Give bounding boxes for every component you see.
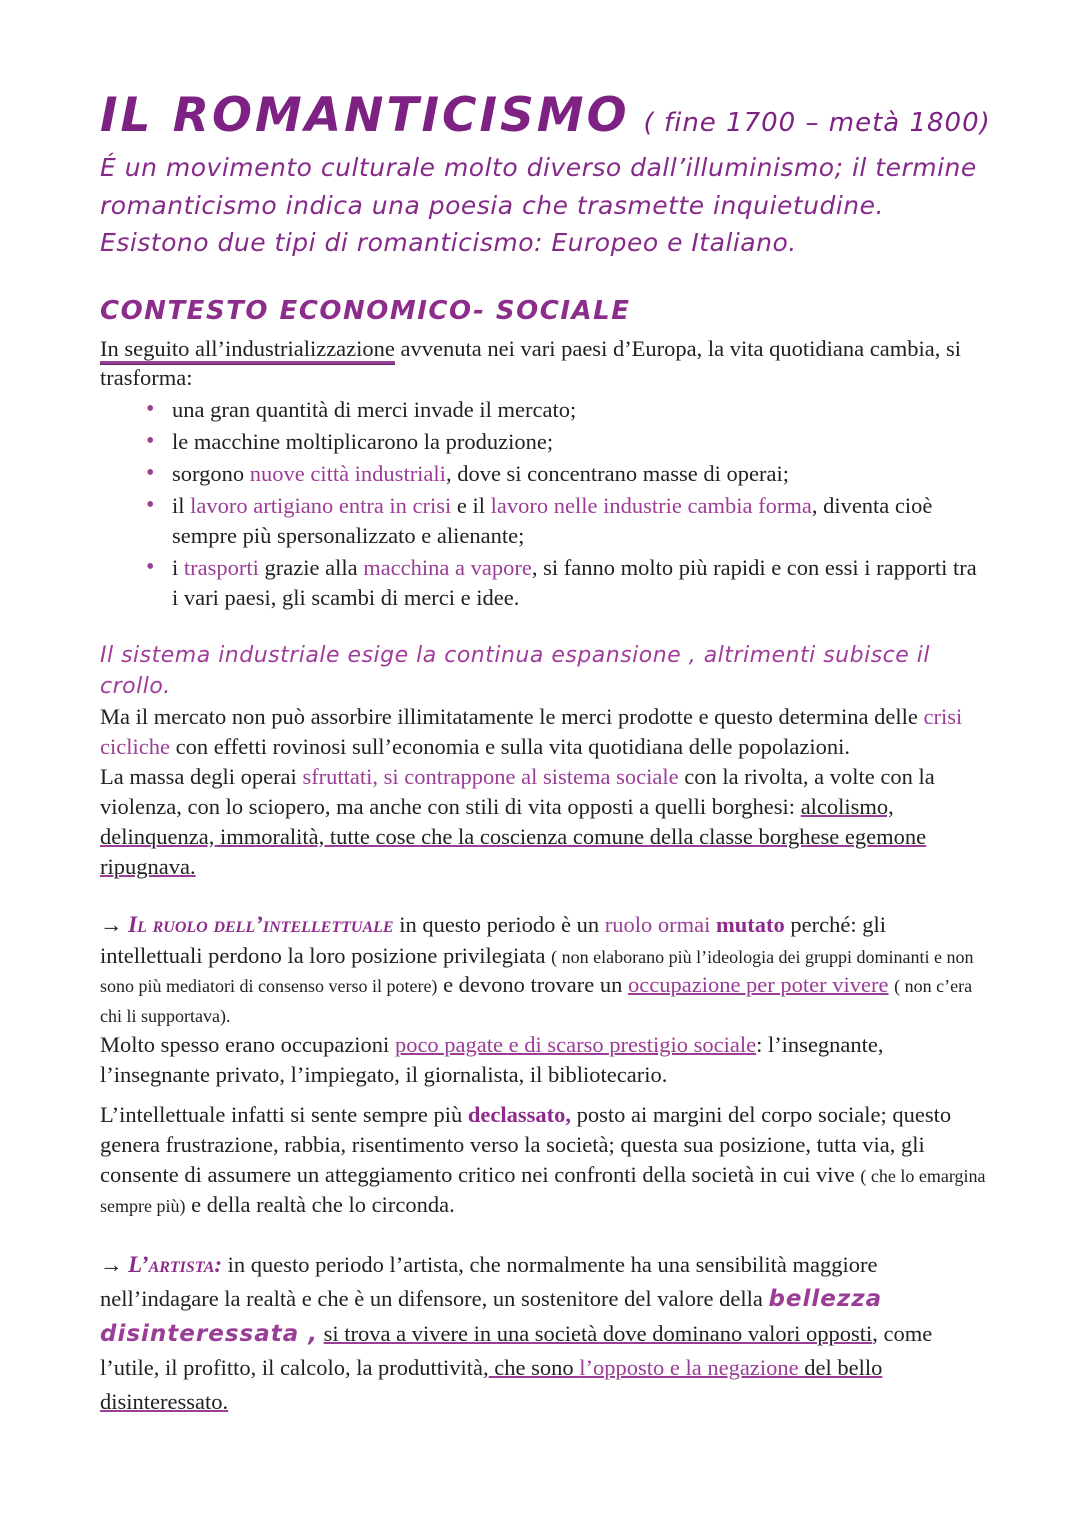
handwritten-note: Il sistema industriale esige la continua espansione , altrimenti subisce il crollo. — [100, 642, 931, 699]
paragraph-industrializzazione: In seguito all’industrializzazione avvenuta nei vari paesi d’Europa, la vita quotidiana cambia, si trasforma: — [100, 335, 961, 391]
bullet-item: • il lavoro artigiano entra in crisi e il lavoro nelle industrie cambia forma, diventa cioè sempre più spersonalizzato e alienante; — [146, 491, 988, 551]
bullet-item: • una gran quantità di merci invade il mercato; — [146, 395, 988, 425]
page-title-text: IL ROMANTICISMO — [100, 88, 630, 143]
paragraph-artista: → L’artista: in questo periodo l’artista, che normalmente ha una sensibilità maggiore nell’indagare la realtà e che è un difensore, un sostenitore del valore della bellezza disinteressata , si trova a vivere in una società dove dominano valori opposti, come l’utile, il profitto, il calcolo, la produttività, che sono l’opposto e la negazione del bello disinteressato. — [100, 1251, 933, 1415]
bullet-item: • sorgono nuove città industriali, dove si concentrano masse di operai; — [146, 459, 988, 489]
paragraph-declassato: L’intellettuale infatti si sente sempre più declassato, posto ai margini del corpo sociale; questo genera frustrazione, rabbia, risentimento verso la società; questa sua posizione, tutta via, gli consente di assumere un atteggiamento critico nei confronti della società in cui vive ( che lo emargina sempre più) e della realtà che lo circonda. — [100, 1102, 986, 1217]
bullet-item: • le macchine moltiplicarono la produzione; — [146, 427, 988, 457]
page-title-dates: ( fine 1700 – metà 1800) — [643, 108, 991, 138]
bullet-list — [100, 395, 988, 612]
paragraph-ruolo-intellettuale: → Il ruolo dell’intellettuale in questo periodo è un ruolo ormai mutato perché: gli intellettuali perdono la loro posizione privilegiata ( non elaborano più l’ideologia dei gruppi dominanti e non sono più mediatori di consenso verso il potere) e devono trovare un occupazione per poter vivere ( non c’era chi li supportava). — [100, 911, 974, 1027]
section-heading-contesto: CONTESTO ECONOMICO- SOCIALE — [100, 295, 631, 326]
paragraph-occupazioni: Molto spesso erano occupazioni poco pagate e di scarso prestigio sociale: l’insegnante, l’insegnante privato, l’impiegato, il giornalista, il bibliotecario. — [100, 1032, 884, 1088]
intro-paragraph: É un movimento culturale molto diverso dall’illuminismo; il termine romanticismo indica una poesia che trasmette inquietudine. Esistono due tipi di romanticismo: Europeo e Italiano. — [100, 153, 977, 257]
paragraph-massa-operai: La massa degli operai sfruttati, si contrappone al sistema sociale con la rivolta, a volte con la violenza, con lo sciopero, ma anche con stili di vita opposti a quelli borghesi: alcolismo, delinquenza, immoralità, tutte cose che la coscienza comune della classe borghese egemone ripugnava. — [100, 764, 935, 879]
paragraph-mercato: Ma il mercato non può assorbire illimitatamente le merci prodotte e questo determina delle crisi cicliche con effetti rovinosi sull’economia e sulla vita quotidiana delle popolazioni. — [100, 704, 963, 760]
bullet-item: • i trasporti grazie alla macchina a vapore, si fanno molto più rapidi e con essi i rapporti tra i vari paesi, gli scambi di merci e idee. — [146, 553, 988, 613]
page-title — [100, 88, 991, 143]
